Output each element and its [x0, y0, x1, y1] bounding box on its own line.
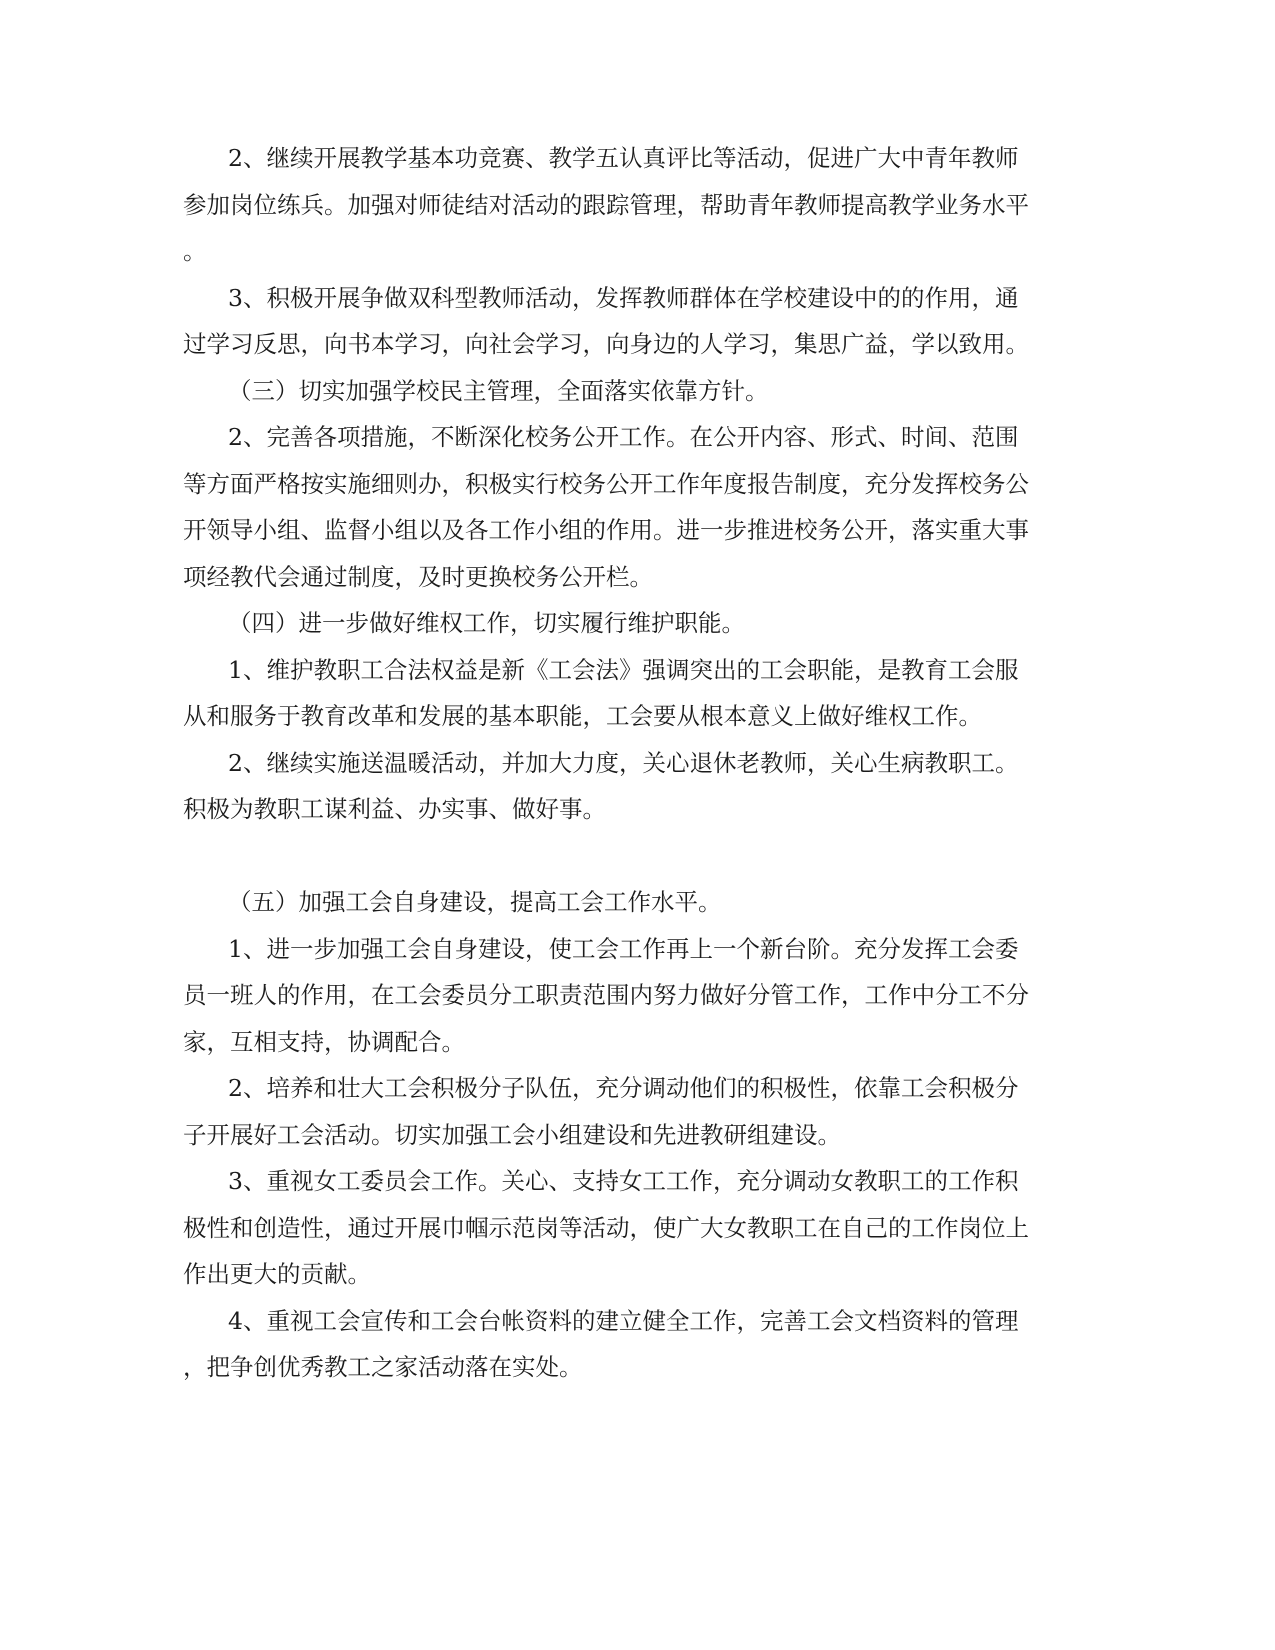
text-line: 从和服务于教育改革和发展的基本职能，工会要从根本意义上做好维权工作。: [183, 702, 982, 730]
text-line: 过学习反思，向书本学习，向社会学习，向身边的人学习，集思广益，学以致用。: [183, 330, 1029, 358]
paragraph-item-2-teaching-competition: [183, 135, 1063, 275]
text-line: 作出更大的贡献。: [183, 1260, 371, 1288]
paragraph-item-2-activists: [183, 1065, 1063, 1158]
section-heading: （四）进一步做好维权工作，切实履行维护职能。: [228, 609, 745, 637]
text-line: 项经教代会通过制度，及时更换校务公开栏。: [183, 562, 653, 591]
text-line: 家，互相支持，协调配合。: [183, 1027, 465, 1056]
document-body: [183, 135, 1063, 1391]
text-line: 1、进一步加强工会自身建设，使工会工作再上一个新台阶。充分发挥工会委: [228, 934, 1019, 963]
text-line: 1、维护教职工合法权益是新《工会法》强调突出的工会职能，是教育工会服: [228, 655, 1019, 684]
paragraph-item-2-warmth: [183, 740, 1063, 833]
text-line: 。: [183, 237, 207, 265]
text-line: 4、重视工会宣传和工会台帐资料的建立健全工作，完善工会文档资料的管理: [228, 1306, 1019, 1335]
section-heading-4: [183, 600, 1063, 647]
blank-line: [183, 833, 1063, 880]
section-heading-5: [183, 879, 1063, 926]
text-line: 2、继续实施送温暖活动，并加大力度，关心退休老教师，关心生病教职工。: [228, 748, 1019, 777]
section-heading: （五）加强工会自身建设，提高工会工作水平。: [228, 888, 722, 916]
paragraph-item-3-women-committee: [183, 1158, 1063, 1298]
paragraph-item-4-records: [183, 1298, 1063, 1391]
text-line: 员一班人的作用，在工会委员分工职责范围内努力做好分管工作，工作中分工不分: [183, 981, 1029, 1009]
text-line: 积极为教职工谋利益、办实事、做好事。: [183, 795, 606, 823]
text-line: 2、培养和壮大工会积极分子队伍，充分调动他们的积极性，依靠工会积极分: [228, 1074, 1019, 1102]
text-line: ，把争创优秀教工之家活动落在实处。: [183, 1353, 583, 1381]
text-line: 2、继续开展教学基本功竞赛、教学五认真评比等活动，促进广大中青年教师: [228, 144, 1019, 172]
text-line: 2、完善各项措施，不断深化校务公开工作。在公开内容、形式、时间、范围: [228, 423, 1019, 451]
text-line: 开领导小组、监督小组以及各工作小组的作用。进一步推进校务公开，落实重大事: [183, 516, 1029, 544]
paragraph-item-3-dual-teacher: [183, 275, 1063, 368]
section-heading: （三）切实加强学校民主管理，全面落实依靠方针。: [228, 376, 769, 405]
text-line: 3、重视女工委员会工作。关心、支持女工工作，充分调动女教职工的工作积: [228, 1167, 1019, 1195]
paragraph-item-2-school-affairs: [183, 414, 1063, 600]
text-line: 参加岗位练兵。加强对师徒结对活动的跟踪管理，帮助青年教师提高教学业务水平: [183, 190, 1029, 219]
text-line: 3、积极开展争做双科型教师活动，发挥教师群体在学校建设中的的作用，通: [228, 283, 1019, 312]
paragraph-item-1-rights: [183, 647, 1063, 740]
section-heading-3: [183, 368, 1063, 415]
paragraph-item-1-union-building: [183, 926, 1063, 1066]
text-line: 等方面严格按实施细则办，积极实行校务公开工作年度报告制度，充分发挥校务公: [183, 469, 1029, 498]
text-line: 极性和创造性，通过开展巾帼示范岗等活动，使广大女教职工在自己的工作岗位上: [183, 1213, 1029, 1242]
text-line: 子开展好工会活动。切实加强工会小组建设和先进教研组建设。: [183, 1120, 841, 1149]
